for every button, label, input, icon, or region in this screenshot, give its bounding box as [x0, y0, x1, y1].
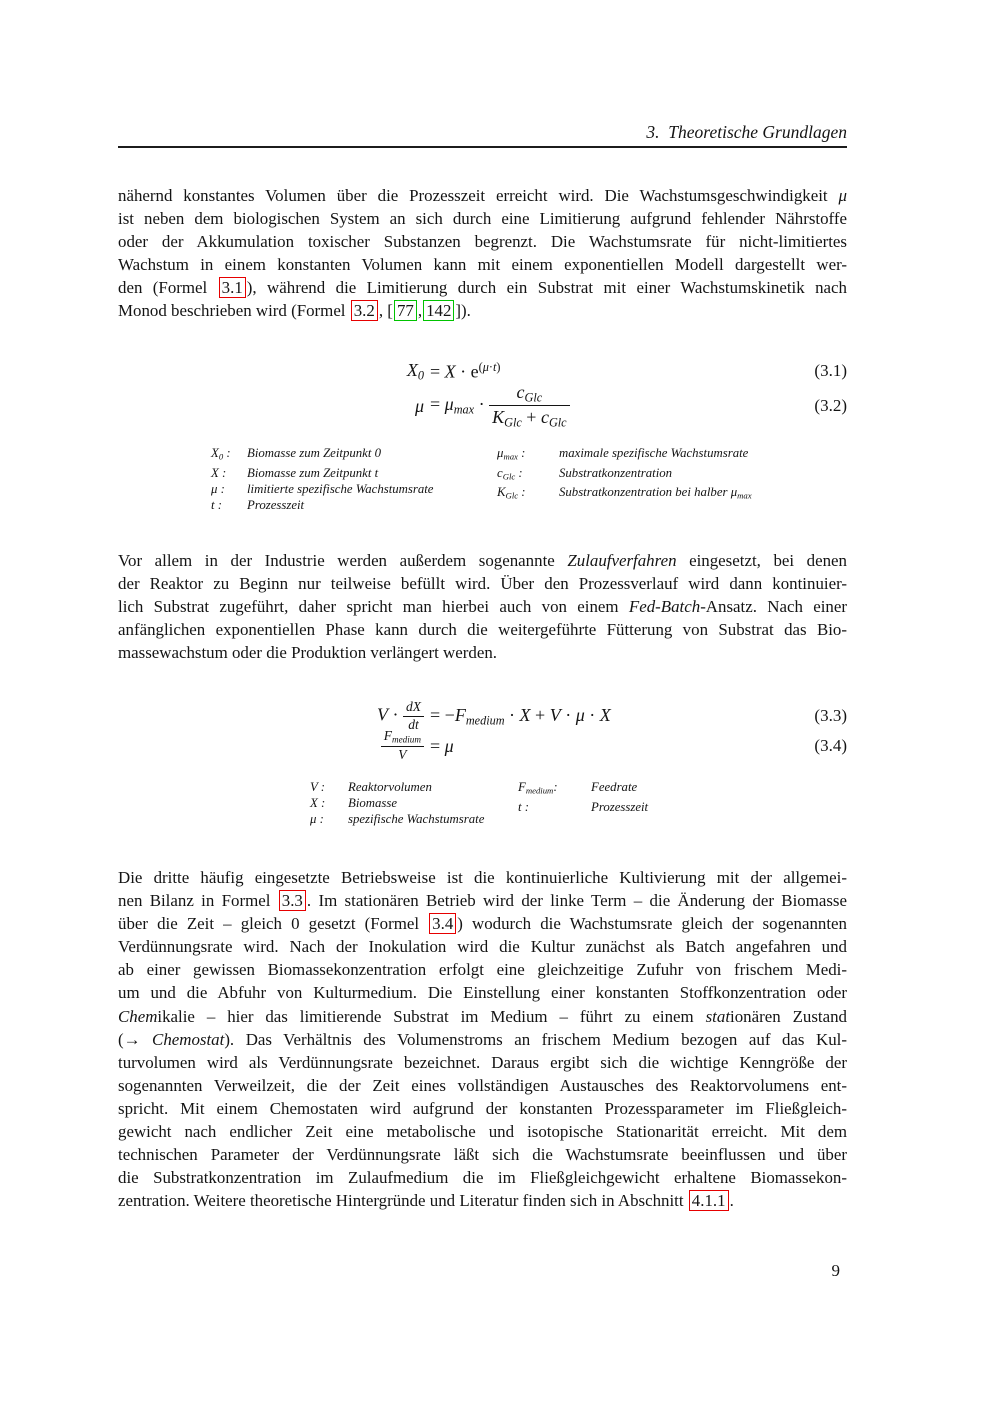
text-segment: Glc: [505, 490, 519, 501]
text-segment: V: [377, 704, 388, 725]
variable-symbol: [211, 445, 247, 465]
equation-lhs: [118, 729, 424, 763]
text-segment: :: [218, 465, 227, 480]
text-segment: max: [453, 402, 475, 417]
equation-3-2: [118, 382, 847, 430]
text-segment: lich Substrat zugeführt, daher spricht man hierbei auch von einem: [118, 597, 629, 617]
variable-row: [310, 779, 484, 795]
text-line: [118, 549, 847, 572]
variable-table-1-left: [211, 445, 434, 513]
text-segment: t: [492, 359, 497, 374]
text-segment: Glc: [548, 415, 567, 430]
citation-link[interactable]: 77: [394, 300, 417, 321]
text-segment: Vor allem in der Industrie werden außerdem sogenannte: [118, 551, 568, 570]
equation-number: (3.2): [814, 396, 847, 416]
text-line: [118, 184, 847, 207]
text-segment: Biomasse zum Zeitpunkt t: [247, 465, 379, 480]
text-segment: ·: [504, 704, 520, 725]
page-number: 9: [831, 1261, 840, 1280]
text-segment: 0: [417, 368, 424, 383]
text-segment: ): [496, 359, 501, 374]
text-segment: μ: [444, 394, 454, 415]
variable-description: [559, 465, 752, 485]
text-segment: -Ansatz. Nach einer: [700, 597, 847, 617]
variable-symbol: [518, 779, 591, 799]
variable-description: [348, 811, 484, 827]
variable-symbol: [211, 497, 247, 513]
text-line: [118, 641, 847, 664]
text-line: [118, 935, 847, 958]
variable-description: [591, 779, 648, 799]
variable-row: [211, 465, 434, 481]
text-segment: massewachstum oder die Produktion verlängert werden.: [118, 643, 497, 663]
text-segment: :: [517, 446, 526, 460]
text-segment: . Im stationären Betrieb wird der linke Term – die Änderung der Biomasse: [306, 891, 847, 911]
ref-link[interactable]: 4.1.1: [689, 1190, 729, 1211]
equation-number: (3.3): [814, 706, 847, 726]
fraction-numerator: [403, 700, 424, 717]
text-segment: Chemostat: [152, 1029, 225, 1049]
text-segment: :: [214, 498, 223, 513]
text-segment: μ: [838, 186, 847, 205]
variable-row: [497, 465, 752, 485]
text-line: [118, 276, 847, 299]
text-segment: μ: [414, 395, 424, 416]
text-segment: K: [492, 407, 505, 428]
text-line: [118, 889, 847, 912]
text-segment: Glc: [502, 471, 516, 482]
text-segment: μ: [497, 446, 504, 460]
text-segment: limitierte spezifische Wachstumsrate: [247, 481, 434, 496]
text-segment: :: [521, 799, 530, 814]
text-segment: ). Das Verhältnis des Volumenstroms an frischem Medium bezogen auf das Kul-: [224, 1029, 847, 1049]
text-line: [118, 595, 847, 618]
variable-row: [518, 779, 648, 799]
text-segment: V: [310, 780, 318, 794]
variable-symbol: [497, 484, 559, 504]
variable-row: [497, 484, 752, 504]
text-segment: Feedrate: [591, 780, 638, 794]
running-header-title: 3. Theoretische Grundlagen: [646, 122, 847, 142]
ref-link[interactable]: 3.2: [351, 300, 378, 321]
text-segment: μ: [575, 704, 585, 725]
text-segment: μ: [444, 735, 454, 756]
text-segment: medium: [465, 713, 505, 728]
text-segment: ikalie – hier das limitierende Substrat im Medium – führt zu einem: [157, 1006, 706, 1026]
text-segment: Zulaufverfahren: [567, 551, 677, 570]
paragraph-3: [118, 866, 847, 1212]
header-rule: [118, 146, 847, 148]
text-segment: :: [223, 446, 231, 460]
text-segment: ·: [488, 359, 493, 374]
text-segment: X: [310, 796, 318, 811]
text-segment: :: [553, 780, 558, 794]
variable-description: [348, 779, 484, 795]
text-segment: ) wodurch die Wachstumsrate gleich der sogenannten: [457, 914, 847, 934]
text-segment: zentration. Weitere theoretische Hintergründe und Literatur finden sich in Abschnitt: [118, 1191, 688, 1211]
fraction-denominator: [381, 747, 424, 763]
text-segment: Prozesszeit: [247, 498, 305, 513]
text-segment: :: [515, 465, 523, 480]
variable-symbol: [310, 779, 348, 795]
variable-row: [211, 497, 434, 513]
variable-description: [247, 481, 434, 497]
text-segment: eingesetzt, bei denen: [676, 551, 847, 570]
text-segment: :: [316, 812, 324, 827]
text-line: [118, 1120, 847, 1143]
text-segment: (→: [118, 1029, 153, 1049]
fraction: [381, 729, 424, 763]
variable-description: [348, 795, 484, 811]
text-segment: ), während die Limitierung durch ein Substrat mit einer Wachstumskinetik nach: [246, 278, 847, 298]
text-segment: X: [444, 361, 456, 382]
text-segment: maximale spezifische Wachstumsrate: [559, 446, 749, 460]
text-segment: Substratkonzentration: [559, 465, 673, 480]
variable-symbol: [518, 799, 591, 815]
text-line: [118, 1028, 847, 1051]
text-segment: Die dritte häufig eingesetzte Betriebsweise ist die kontinuierliche Kultivierung mit der allgemei-: [118, 868, 847, 887]
text-line: [118, 981, 847, 1004]
text-segment: X: [211, 465, 219, 480]
text-segment: t: [211, 498, 215, 513]
text-segment: ·: [560, 704, 576, 725]
text-segment: max: [737, 490, 752, 501]
text-segment: +: [530, 704, 550, 725]
equation-rhs: [424, 736, 814, 757]
text-segment: max: [503, 451, 518, 462]
text-segment: 0: [218, 451, 224, 462]
text-segment: μ: [730, 485, 738, 500]
text-line: [118, 207, 847, 230]
paragraph-2: [118, 549, 847, 664]
text-segment: ·: [584, 704, 600, 725]
variable-row: [310, 795, 484, 811]
variable-symbol: [310, 811, 348, 827]
text-segment: um und die Abfuhr von Kulturmedium. Die Einstellung einer konstanten Stoffkonzentration oder: [118, 983, 847, 1003]
text-segment: ionären Zustand: [730, 1006, 847, 1026]
text-segment: K: [497, 485, 506, 500]
text-segment: dX: [406, 698, 421, 714]
variable-table-2-left: [310, 779, 484, 828]
text-segment: μ: [482, 359, 489, 374]
text-segment: die Substratkonzentration im Zulaufmedium die im Fließgleichgewicht erhaltene Biomassekon-: [118, 1168, 847, 1188]
paragraph-1: [118, 184, 847, 323]
variable-description: [591, 799, 648, 815]
variable-description: [559, 445, 752, 465]
text-segment: X: [211, 446, 219, 460]
text-segment: F: [518, 780, 526, 794]
equation-lhs: [118, 360, 424, 382]
text-segment: =: [430, 735, 445, 756]
variable-row: [518, 799, 648, 815]
text-line: [118, 618, 847, 641]
text-line: [118, 230, 847, 253]
equation-rhs: [424, 382, 814, 430]
text-segment: μ: [211, 481, 218, 496]
text-segment: über die Zeit – gleich 0 gesetzt (Formel: [118, 914, 429, 934]
text-segment: sogenannten Verweilzeit, die der Zeit eines vollständigen Austausches des Reaktorvolumens ent-: [118, 1075, 847, 1095]
equation-rhs: [424, 705, 814, 727]
equation-lhs: [118, 396, 424, 417]
text-segment: =: [430, 361, 445, 382]
variable-description: [247, 497, 434, 513]
text-segment: X: [406, 359, 418, 380]
text-line: [118, 1074, 847, 1097]
text-segment: X: [519, 704, 531, 725]
text-segment: ab einer gewissen Biomassekonzentration erfolgt eine gleichzeitige Zufuhr von frischem Medi-: [118, 960, 847, 980]
equation-3-4: [118, 729, 847, 763]
fraction-denominator: [489, 406, 570, 429]
text-segment: · e: [455, 361, 479, 382]
text-segment: V: [549, 704, 561, 725]
fraction: [403, 700, 424, 733]
text-segment: ist neben dem biologischen System an sich durch eine Limitierung aufgrund fehlender Nährstoffe: [118, 209, 847, 229]
variable-symbol: [211, 465, 247, 481]
variable-symbol: [211, 481, 247, 497]
text-segment: +: [521, 407, 541, 428]
text-line: [118, 866, 847, 889]
text-segment: Fed-Batch: [628, 597, 701, 617]
equation-number: (3.4): [814, 736, 847, 756]
text-segment: dt: [408, 716, 419, 732]
text-segment: , [: [378, 301, 393, 321]
variable-description: [247, 465, 434, 481]
variable-symbol: [497, 445, 559, 465]
text-segment: nähernd konstantes Volumen über die Prozesszeit erreicht wird. Die Wachstumsgeschwindigkeit: [118, 186, 839, 205]
text-segment: gewicht nach endlicher Zeit eine metabolische und isotopische Stationarität erreicht. Mit dem: [118, 1122, 847, 1142]
text-segment: Glc: [524, 390, 543, 405]
text-segment: turvolumen wird als Verdünnungsrate bezeichnet. Daraus ergibt sich die wichtige Kenngröße der: [118, 1052, 847, 1072]
text-segment: spricht. Mit einem Chemostaten wird aufgrund der konstanten Prozessparameter im Fließgleich-: [118, 1098, 847, 1118]
text-line: [118, 1051, 847, 1074]
text-segment: c: [540, 407, 549, 428]
text-segment: Chem: [118, 1006, 158, 1026]
text-segment: spezifische Wachstumsrate: [348, 812, 485, 827]
text-segment: t: [518, 799, 522, 814]
equation-rhs: [424, 360, 814, 382]
text-segment: Verdünnungsrate wird. Nach der Inokulation wird die Kultur zunächst als Batch angefahren und: [118, 937, 847, 957]
equation-number: (3.1): [814, 361, 847, 381]
text-segment: Prozesszeit: [591, 799, 649, 814]
variable-table-1-right: [497, 445, 752, 504]
variable-description: [559, 484, 752, 504]
text-segment: (: [478, 359, 483, 374]
variable-row: [310, 811, 484, 827]
text-segment: ·: [474, 394, 490, 415]
text-segment: :: [217, 481, 225, 496]
text-segment: μ: [310, 812, 317, 827]
text-segment: Glc: [504, 415, 522, 430]
text-segment: F: [454, 704, 466, 725]
variable-row: [211, 445, 434, 465]
text-line: [118, 572, 847, 595]
fraction-numerator: [381, 729, 424, 747]
text-segment: V: [398, 746, 407, 762]
text-segment: Reaktorvolumen: [348, 780, 432, 794]
text-line: [118, 1189, 847, 1212]
text-segment: :: [317, 780, 326, 794]
text-segment: Biomasse zum Zeitpunkt 0: [247, 446, 382, 460]
text-line: [118, 299, 847, 322]
variable-row: [211, 481, 434, 497]
citation-link[interactable]: 142: [423, 300, 454, 321]
text-segment: .: [729, 1191, 734, 1211]
fraction: [489, 382, 570, 430]
text-segment: Biomasse: [348, 796, 398, 811]
text-segment: Substratkonzentration bei halber: [559, 485, 731, 500]
variable-symbol: [497, 465, 559, 485]
text-segment: ]).: [455, 301, 471, 321]
text-segment: nen Bilanz in Formel: [118, 891, 278, 911]
text-segment: = −: [430, 704, 455, 725]
text-segment: ·: [388, 704, 403, 725]
ref-link[interactable]: 3.3: [279, 890, 306, 911]
text-segment: Monod beschrieben wird (Formel: [118, 301, 350, 321]
text-segment: F: [383, 728, 392, 744]
text-segment: Wachstum in einem konstanten Volumen kann mit einem exponentiellen Modell dargestellt wer-: [118, 255, 847, 275]
text-line: [118, 912, 847, 935]
text-segment: :: [317, 796, 326, 811]
text-segment: technischen Parameter der Verdünnungsrate läßt sich die Wachstumsrate beeinflussen und über: [118, 1145, 847, 1165]
text-segment: den (Formel: [118, 278, 218, 298]
text-segment: :: [518, 485, 526, 500]
variable-row: [497, 445, 752, 465]
variable-description: [247, 445, 434, 465]
text-segment: X: [599, 704, 611, 725]
text-line: [118, 958, 847, 981]
text-segment: ,: [417, 301, 423, 321]
text-segment: medium: [525, 785, 554, 796]
ref-link[interactable]: 3.4: [429, 913, 456, 934]
variable-symbol: [310, 795, 348, 811]
text-segment: anfänglichen exponentiellen Phase kann durch die weitergeführte Fütterung von Substrat das Bio-: [118, 620, 847, 640]
text-segment: =: [430, 394, 445, 415]
text-segment: c: [497, 465, 503, 480]
variable-table-2-right: [518, 779, 648, 815]
equation-lhs: [118, 700, 424, 733]
text-line: [118, 1143, 847, 1166]
text-segment: stat: [705, 1006, 731, 1026]
text-segment: oder der Akkumulation toxischer Substanzen begrenzt. Die Wachstumsrate für nicht-limitiertes: [118, 232, 847, 252]
fraction-numerator: [489, 382, 570, 406]
ref-link[interactable]: 3.1: [219, 277, 246, 298]
text-line: [118, 1005, 847, 1028]
text-line: [118, 1166, 847, 1189]
text-segment: c: [516, 382, 525, 402]
text-segment: medium: [391, 734, 421, 745]
text-line: [118, 1097, 847, 1120]
text-segment: der Reaktor zu Beginn nur teilweise befüllt wird. Über den Prozessverlauf wird dann kontinuier-: [118, 574, 847, 594]
text-line: [118, 253, 847, 276]
